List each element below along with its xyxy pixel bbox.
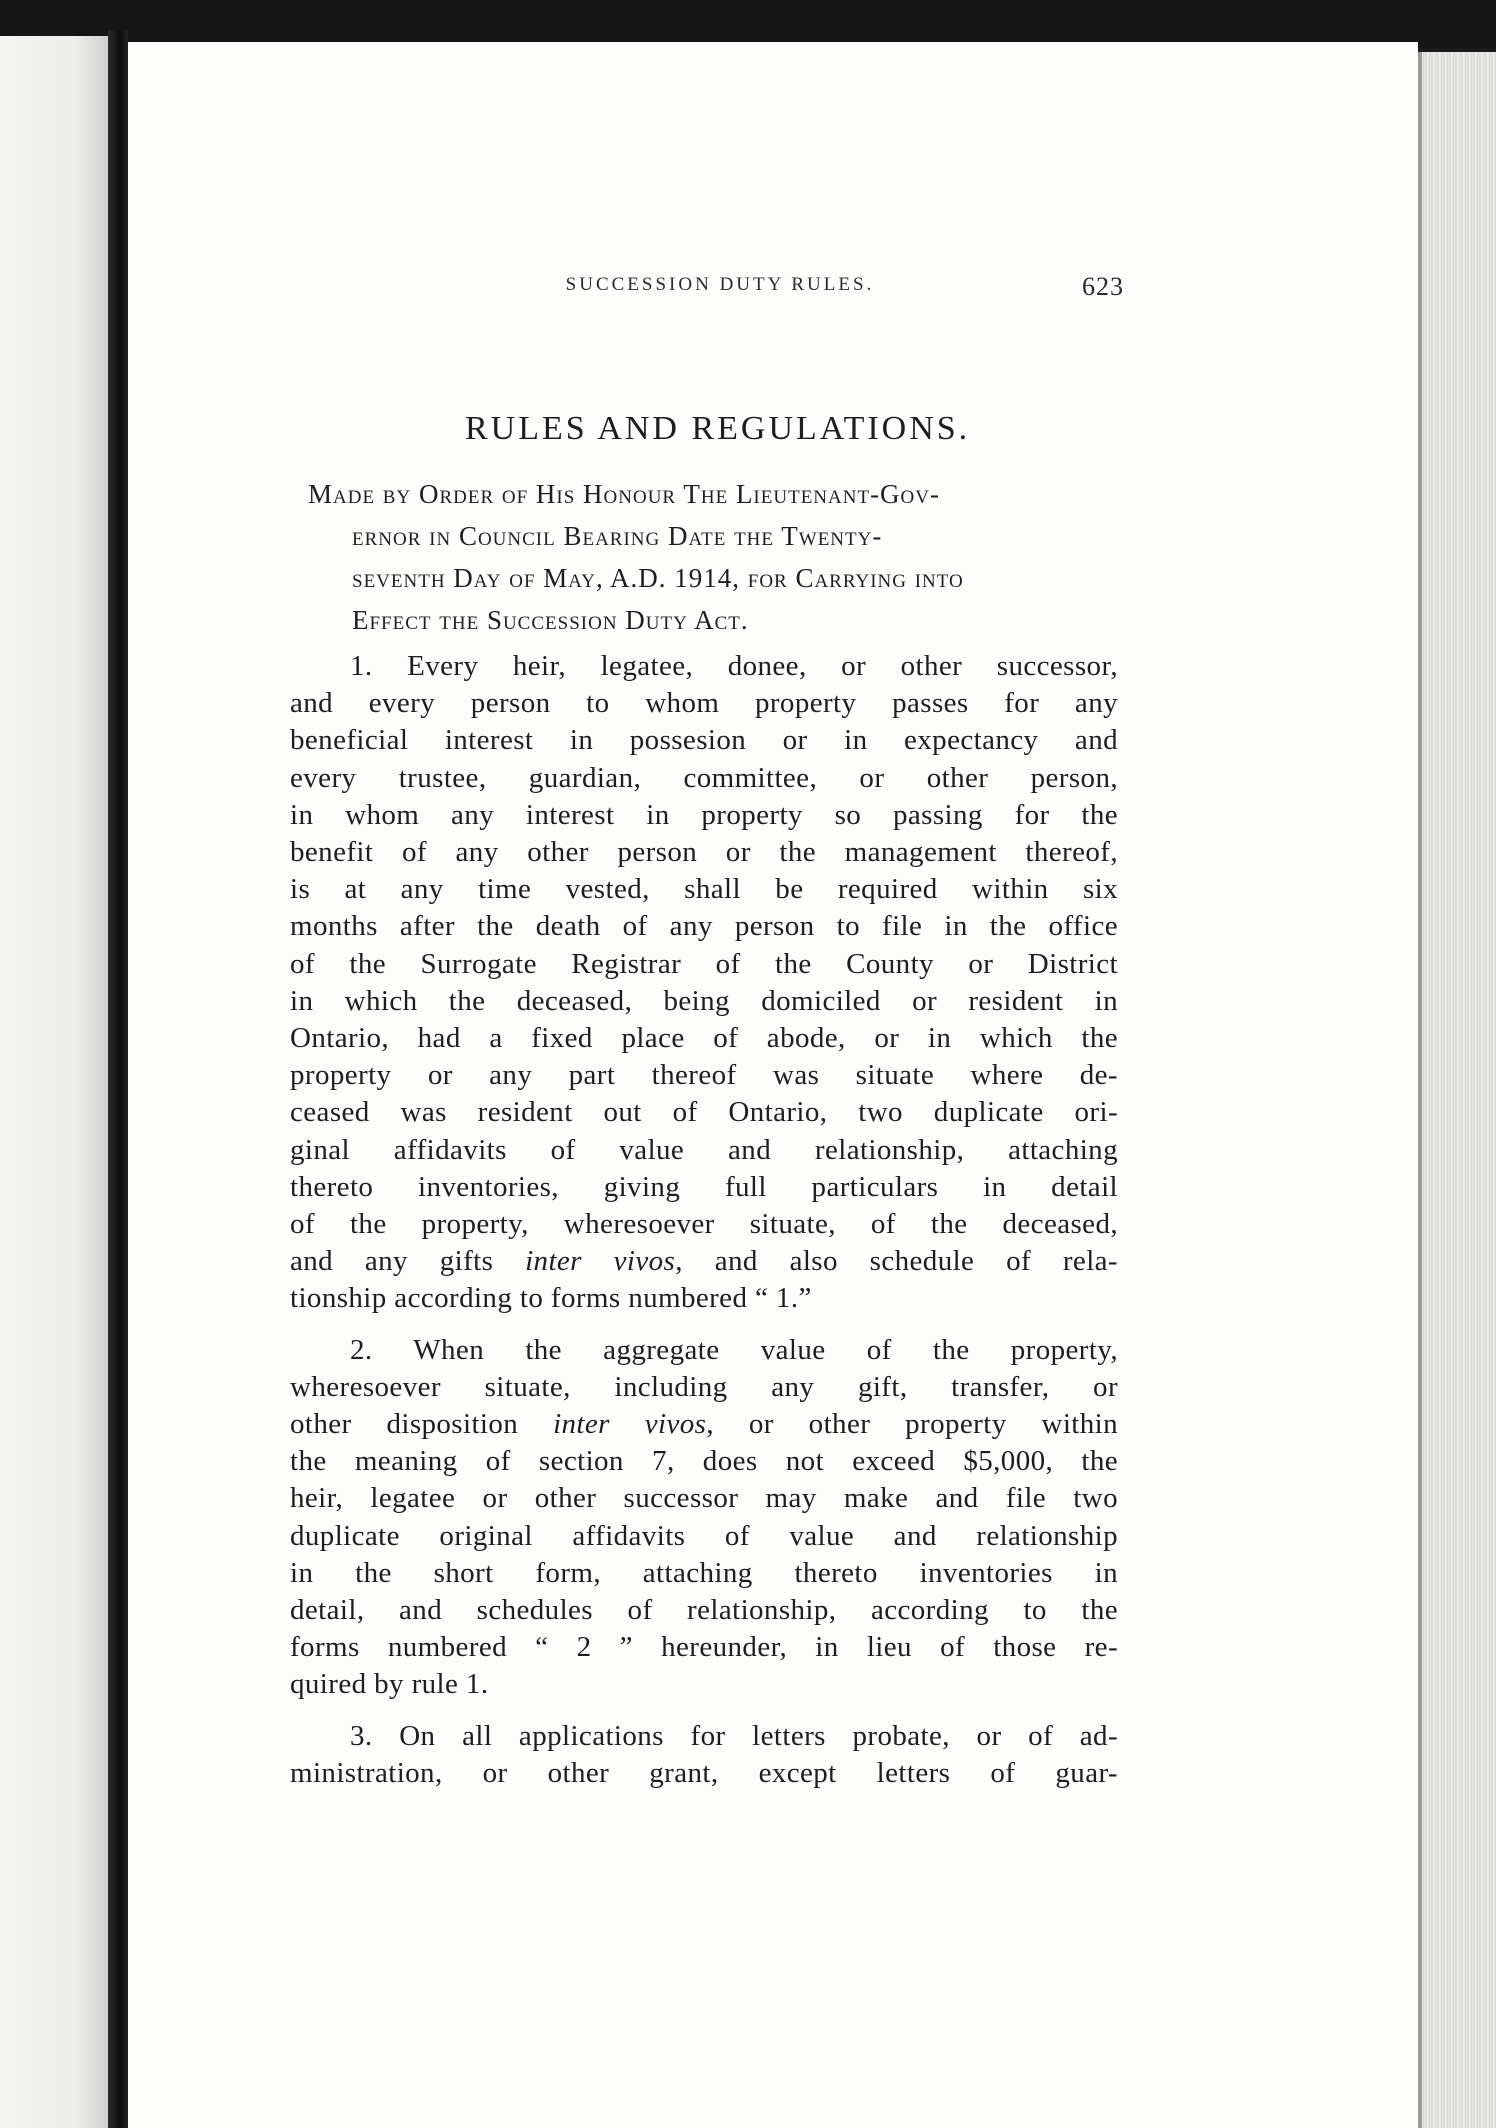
page-stack-edge	[1418, 52, 1496, 2128]
italic-latin-phrase: inter vivos	[553, 1408, 707, 1441]
text-line: detail, and schedules of relationship, according to the	[290, 1594, 1118, 1627]
italic-latin-phrase: inter vivos	[525, 1245, 676, 1278]
text-line: of the property, wheresoever situate, of the deceased,	[290, 1208, 1118, 1241]
text-run: and any gifts	[290, 1245, 526, 1278]
facing-page-edge	[0, 36, 108, 2128]
text-line: tionship according to forms numbered “ 1.”	[290, 1282, 812, 1315]
text-line: thereto inventories, giving full particulars in detail	[290, 1170, 1118, 1203]
order-subtitle	[308, 473, 1130, 641]
text-line: duplicate original affidavits of value and relationship	[290, 1519, 1118, 1552]
text-line: ministration, or other grant, except letters of guar-	[290, 1756, 1118, 1789]
book-top-edge	[0, 0, 1496, 48]
text-line: of the Surrogate Registrar of the County or District	[290, 947, 1118, 980]
page-number: 623	[1082, 272, 1124, 301]
text-line: ginal affidavits of value and relationship, attaching	[290, 1133, 1118, 1166]
text-line: beneficial interest in possesion or in expectancy and	[290, 724, 1118, 757]
text-line: and every person to whom property passes for any	[290, 687, 1118, 720]
subtitle-line: seventh Day of May, A.D. 1914, for Carrying into	[352, 563, 964, 593]
rules-body	[290, 648, 1118, 1806]
text-line: is at any time vested, shall be required within six	[290, 873, 1118, 906]
running-head: SUCCESSION DUTY RULES.	[565, 274, 875, 295]
book-gutter	[108, 30, 128, 2128]
text-line	[290, 1243, 1118, 1280]
text-line: wheresoever situate, including any gift, transfer, or	[290, 1370, 1118, 1403]
text-run: , or other property within	[706, 1408, 1118, 1441]
text-line: the meaning of section 7, does not exceed $5,000, the	[290, 1445, 1118, 1478]
subtitle-line: Made by Order of His Honour The Lieutenant-Gov-	[308, 479, 940, 509]
subtitle-line: ernor in Council Bearing Date the Twenty-	[352, 521, 883, 551]
rule-1-paragraph	[290, 648, 1118, 1318]
text-line: Ontario, had a fixed place of abode, or in which the	[290, 1022, 1118, 1055]
rule-3-paragraph	[290, 1718, 1118, 1792]
text-line: forms numbered “ 2 ” hereunder, in lieu of those re-	[290, 1631, 1118, 1664]
text-line: months after the death of any person to file in the office	[290, 910, 1118, 943]
rule-2-paragraph	[290, 1332, 1118, 1704]
text-run: other disposition	[290, 1408, 554, 1441]
text-line: in which the deceased, being domiciled or resident in	[290, 984, 1118, 1017]
text-line: 3. On all applications for letters probate, or of ad-	[350, 1719, 1118, 1752]
text-line	[290, 1406, 1118, 1443]
text-line: in the short form, attaching thereto inventories in	[290, 1556, 1118, 1589]
text-line: every trustee, guardian, committee, or other person,	[290, 761, 1118, 794]
text-run: , and also schedule of rela-	[675, 1245, 1118, 1278]
text-line: property or any part thereof was situate where de-	[290, 1059, 1118, 1092]
text-line: heir, legatee or other successor may make and file two	[290, 1482, 1118, 1515]
text-line: 1. Every heir, legatee, donee, or other successor,	[350, 650, 1118, 682]
subtitle-line: Effect the Succession Duty Act.	[352, 605, 749, 635]
text-line: quired by rule 1.	[290, 1668, 489, 1701]
text-line: ceased was resident out of Ontario, two duplicate ori-	[290, 1096, 1118, 1129]
document-title: RULES AND REGULATIONS.	[465, 410, 971, 447]
text-line: 2. When the aggregate value of the property,	[350, 1333, 1118, 1366]
text-line: benefit of any other person or the management thereof,	[290, 836, 1118, 869]
text-line: in whom any interest in property so passing for the	[290, 798, 1118, 831]
